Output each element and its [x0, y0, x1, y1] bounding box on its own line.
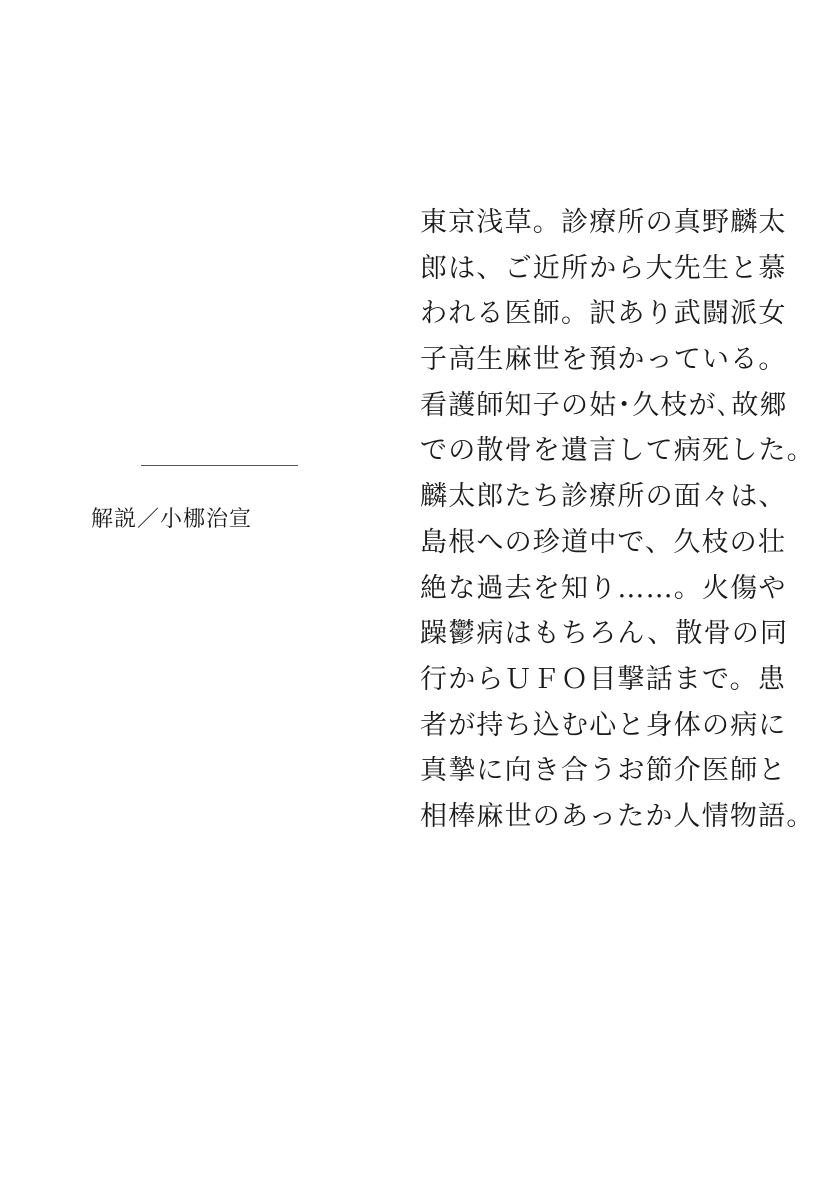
synopsis-line: 島根への珍道中で、久枝の壮	[420, 526, 787, 558]
synopsis-line: 郎は、ご近所から大先生と慕	[420, 252, 787, 284]
synopsis-text	[420, 200, 820, 840]
synopsis-line: 看護師知子の姑･久枝が､故郷	[420, 389, 788, 421]
synopsis-line: 躁鬱病はもちろん、散骨の同	[420, 618, 789, 650]
synopsis-line: われる医師。訳あり武闘派女	[420, 298, 787, 330]
synopsis-line: 真摯に向き合うお節介医師と	[420, 755, 787, 787]
synopsis-line: での散骨を遺言して病死した。	[420, 435, 815, 467]
commentary-credit: 解説／小梛治宣	[91, 507, 253, 532]
synopsis-line: 東京浅草。診療所の真野麟太	[420, 207, 787, 238]
synopsis-line: 絶な過去を知り……。火傷や	[420, 572, 787, 604]
synopsis-line: 子高生麻世を預かっている。	[420, 344, 787, 376]
synopsis-line: 行からＵＦＯ目撃話まで。患	[420, 663, 787, 695]
synopsis-line: 相棒麻世のあったか人情物語。	[420, 800, 815, 832]
divider-line	[141, 465, 298, 466]
synopsis-line: 麟太郎たち診療所の面々は、	[420, 481, 787, 513]
synopsis-line: 者が持ち込む心と身体の病に	[420, 709, 787, 741]
